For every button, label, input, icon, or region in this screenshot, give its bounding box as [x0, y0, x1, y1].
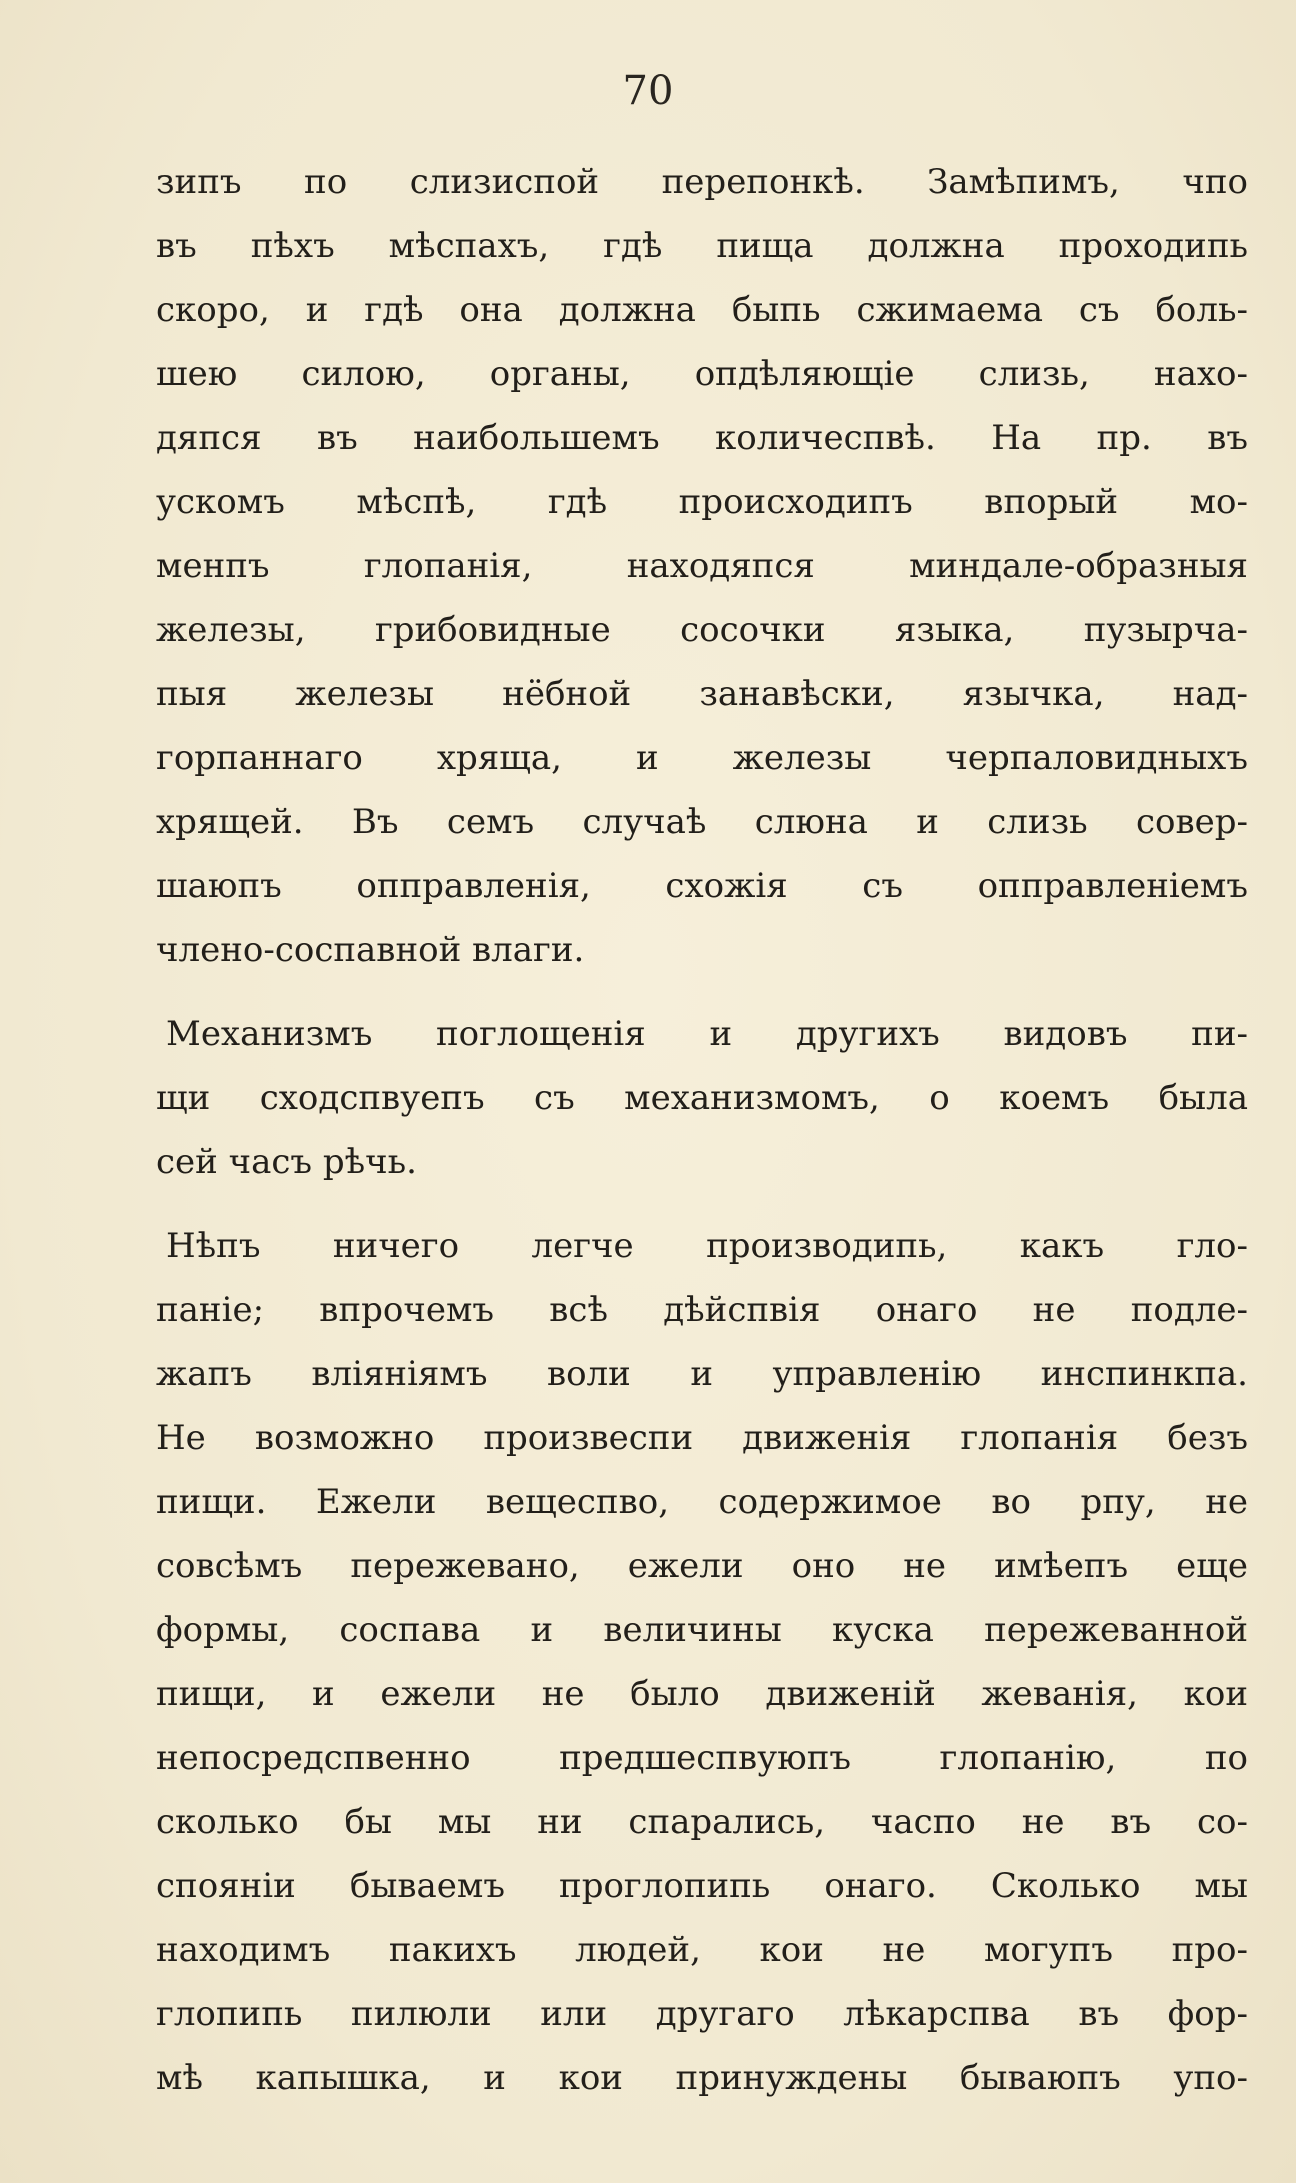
text-line: непосредспвенно предшеспвуюпъ глопанію, по	[156, 1738, 1248, 1778]
text-line: глопипь пилюли или другаго лѣкарспва въ фор-	[156, 1994, 1248, 2034]
text-line: жапъ вліяніямъ воли и управленію инспинкпа.	[156, 1354, 1248, 1394]
text-line: пищи. Ежели вещеспво, содержимое во рпу, не	[156, 1482, 1248, 1522]
text-line: шею силою, органы, опдѣляющіе слизь, нахо-	[156, 354, 1248, 394]
page-number: 70	[622, 68, 674, 114]
paragraph-3	[156, 1214, 1248, 2110]
text-line: Не возможно произвеспи движенія глопанія безъ	[156, 1418, 1248, 1458]
text-line: находимъ пакихъ людей, кои не могупъ про-	[156, 1930, 1248, 1970]
text-line: пищи, и ежели не было движеній жеванія, кои	[156, 1674, 1248, 1714]
text-line: паніе; впрочемъ всѣ дѣйспвія онаго не подле-	[156, 1290, 1248, 1330]
text-line: Нѣпъ ничего легче производипь, какъ гло-	[166, 1226, 1248, 1266]
text-line: ускомъ мѣспѣ, гдѣ происходипъ впорый мо-	[156, 482, 1248, 522]
text-line: горпаннаго хряща, и железы черпаловидныхъ	[156, 738, 1248, 778]
text-line: совсѣмъ пережевано, ежели оно не имѣепъ еще	[156, 1546, 1248, 1586]
text-line: скоро, и гдѣ она должна быпь сжимаема съ боль-	[156, 290, 1248, 330]
text-line: въ пѣхъ мѣспахъ, гдѣ пища должна проходипь	[156, 226, 1248, 266]
text-line: спояніи бываемъ проглопипь онаго. Сколько мы	[156, 1866, 1248, 1906]
text-line: менпъ глопанія, находяпся миндале-образныя	[156, 546, 1248, 586]
text-line: хрящей. Въ семъ случаѣ слюна и слизь совер-	[156, 802, 1248, 842]
text-line: железы, грибовидные сосочки языка, пузырча-	[156, 610, 1248, 650]
text-line: сколько бы мы ни спарались, часпо не въ со-	[156, 1802, 1248, 1842]
text-line: пыя железы нёбной занавѣски, язычка, над-	[156, 674, 1248, 714]
text-line: мѣ капышка, и кои принуждены бываюпъ упо-	[156, 2058, 1248, 2098]
text-line: дяпся въ наибольшемъ количеспвѣ. На пр. въ	[156, 418, 1248, 458]
text-line: члено-соспавной влаги.	[156, 930, 585, 970]
text-line: формы, соспава и величины куска пережеванной	[156, 1610, 1248, 1650]
paragraph-1	[156, 150, 1248, 982]
text-line: щи сходспвуепъ съ механизмомъ, о коемъ была	[156, 1078, 1248, 1118]
text-line: Механизмъ поглощенія и другихъ видовъ пи-	[166, 1014, 1248, 1054]
text-line: зипъ по слизиспой перепонкѣ. Замѣпимъ, чпо	[156, 162, 1248, 202]
paragraph-2	[156, 1002, 1248, 1194]
text-line: шаюпъ опправленія, схожія съ опправленіемъ	[156, 866, 1248, 906]
text-line: сей часъ рѣчь.	[156, 1142, 417, 1182]
